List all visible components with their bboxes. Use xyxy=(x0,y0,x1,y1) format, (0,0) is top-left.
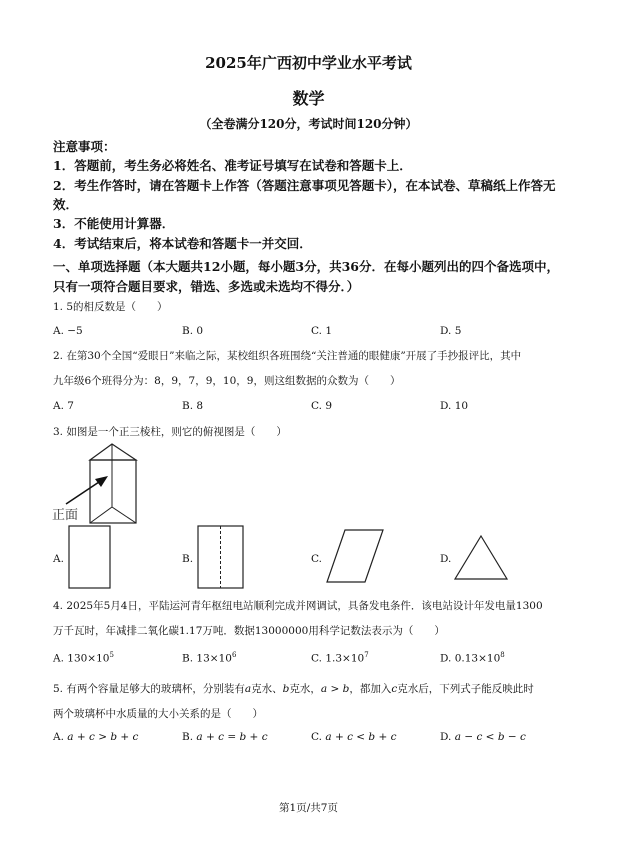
front-label: 正面 xyxy=(52,508,79,523)
q1-option-a: A. −5 xyxy=(53,325,83,337)
q5-option-a xyxy=(53,731,138,743)
q3-option-c: C. xyxy=(311,553,322,565)
section1-line2: 只有一项符合题目要求，错选、多选或未选均不得分．） xyxy=(53,279,360,294)
q5-line1-c: 克水， xyxy=(289,683,321,695)
q5-option-a-expr: a + c > b + c xyxy=(67,731,139,743)
q1-option-d: D. 5 xyxy=(440,325,462,337)
q1-stem: 1. 5的相反数是（ ） xyxy=(53,301,168,313)
q5-line1-b: 克水、 xyxy=(251,683,283,695)
q3-option-d: D. xyxy=(440,553,452,565)
section1-line1: 一、单项选择题（本大题共12小题，每小题3分，共36分．在每小题列出的四个备选项中， xyxy=(53,259,559,274)
q4-option-c-exp: 7 xyxy=(364,651,369,659)
q5-option-c xyxy=(311,731,397,743)
prism-figure xyxy=(50,438,170,538)
q2-option-a: A. 7 xyxy=(53,400,74,412)
exam-title: 2025年广西初中学业水平考试 xyxy=(205,54,412,72)
q5-var-c: c xyxy=(391,683,398,695)
q5-line1-a: 5. 有两个容量足够大的玻璃杯，分别装有 xyxy=(53,683,245,695)
q3-option-b-figure xyxy=(197,525,245,591)
note-item-2: 2．考生作答时，请在答题卡上作答（答题注意事项见答题卡），在本试卷、草稿纸上作答无 xyxy=(53,178,556,193)
q4-line2: 万千瓦时，年减排二氧化碳1.17万吨．数据13000000用科学记数法表示为（ ） xyxy=(53,625,445,637)
q5-option-b-label: B. xyxy=(182,731,194,743)
q5-option-d-expr: a − c < b − c xyxy=(454,731,526,743)
q5-option-c-label: C. xyxy=(311,731,322,743)
q4-option-c xyxy=(311,651,369,665)
q4-line1: 4. 2025年5月4日，平陆运河青年枢纽电站顺利完成并网调试，具备发电条件．该电站设计年发电量1300 xyxy=(53,600,543,612)
q4-option-a-label: A. xyxy=(53,652,64,665)
q2-option-d: D. 10 xyxy=(440,400,469,412)
q4-option-d-exp: 8 xyxy=(500,651,505,659)
q2-line2: 九年级6个班得分为：8，9，7，9，10，9，则这组数据的众数为（ ） xyxy=(53,375,401,387)
q2-line1: 2. 在第30个全国“爱眼日”来临之际，某校组织各班围绕“关注普通的眼健康”开展了手抄报评比，其中 xyxy=(53,350,522,362)
subject-title: 数学 xyxy=(292,89,325,108)
q5-condition: a > b xyxy=(320,683,350,695)
q4-option-b-exp: 6 xyxy=(231,651,237,659)
q5-option-c-expr: a + c < b + c xyxy=(325,731,397,743)
q3-option-a: A. xyxy=(53,553,64,565)
q2-option-c: C. 9 xyxy=(311,400,333,412)
q5-option-b xyxy=(182,731,268,743)
q3-option-c-figure xyxy=(325,528,385,586)
q4-option-a-exp: 5 xyxy=(109,651,114,659)
q3-option-d-figure xyxy=(454,534,510,582)
q4-option-b-label: B. xyxy=(182,652,194,665)
q3-stem: 3. 如图是一个正三棱柱，则它的俯视图是（ ） xyxy=(53,426,287,438)
q4-option-a xyxy=(53,651,114,665)
q5-option-d xyxy=(440,731,526,743)
q3-option-a-figure xyxy=(68,525,112,591)
q1-option-b: B. 0 xyxy=(182,325,204,337)
q5-line1 xyxy=(53,681,534,696)
q1-option-c: C. 1 xyxy=(311,325,333,337)
q2-option-b: B. 8 xyxy=(182,400,204,412)
q4-option-d-base: 0.13×10 xyxy=(454,652,501,665)
note-item-1: 1．答题前，考生务必将姓名、准考证号填写在试卷和答题卡上． xyxy=(53,158,412,173)
page-footer: 第1页/共7页 xyxy=(279,802,338,814)
q4-option-a-base: 130×10 xyxy=(67,652,110,665)
q4-option-b-base: 13×10 xyxy=(196,652,232,665)
q4-option-c-label: C. xyxy=(311,652,322,665)
q5-var-b: b xyxy=(282,683,290,695)
q5-option-a-label: A. xyxy=(53,731,64,743)
q4-option-c-base: 1.3×10 xyxy=(325,652,365,665)
q4-option-d-label: D. xyxy=(440,652,452,665)
note-item-4: 4．考试结束后，将本试卷和答题卡一并交回． xyxy=(53,236,312,251)
q3-option-b: B. xyxy=(182,553,194,565)
q4-option-d xyxy=(440,651,505,665)
note-item-3: 3．不能使用计算器． xyxy=(53,216,175,231)
q4-option-b xyxy=(182,651,236,665)
q5-option-b-expr: a + c = b + c xyxy=(196,731,268,743)
q5-line1-e: 克水后，下列式子能反映此时 xyxy=(397,683,534,695)
q5-option-d-label: D. xyxy=(440,731,452,743)
notes-heading: 注意事项： xyxy=(53,139,116,154)
q5-line1-d: ，都加入 xyxy=(349,683,392,695)
exam-subtitle: （全卷满分120分，考试时间120分钟） xyxy=(199,117,418,131)
q5-line2: 两个玻璃杯中水质量的大小关系的是（ ） xyxy=(53,708,263,720)
note-item-2-cont: 效． xyxy=(53,197,79,212)
q5-var-a: a xyxy=(244,683,252,695)
